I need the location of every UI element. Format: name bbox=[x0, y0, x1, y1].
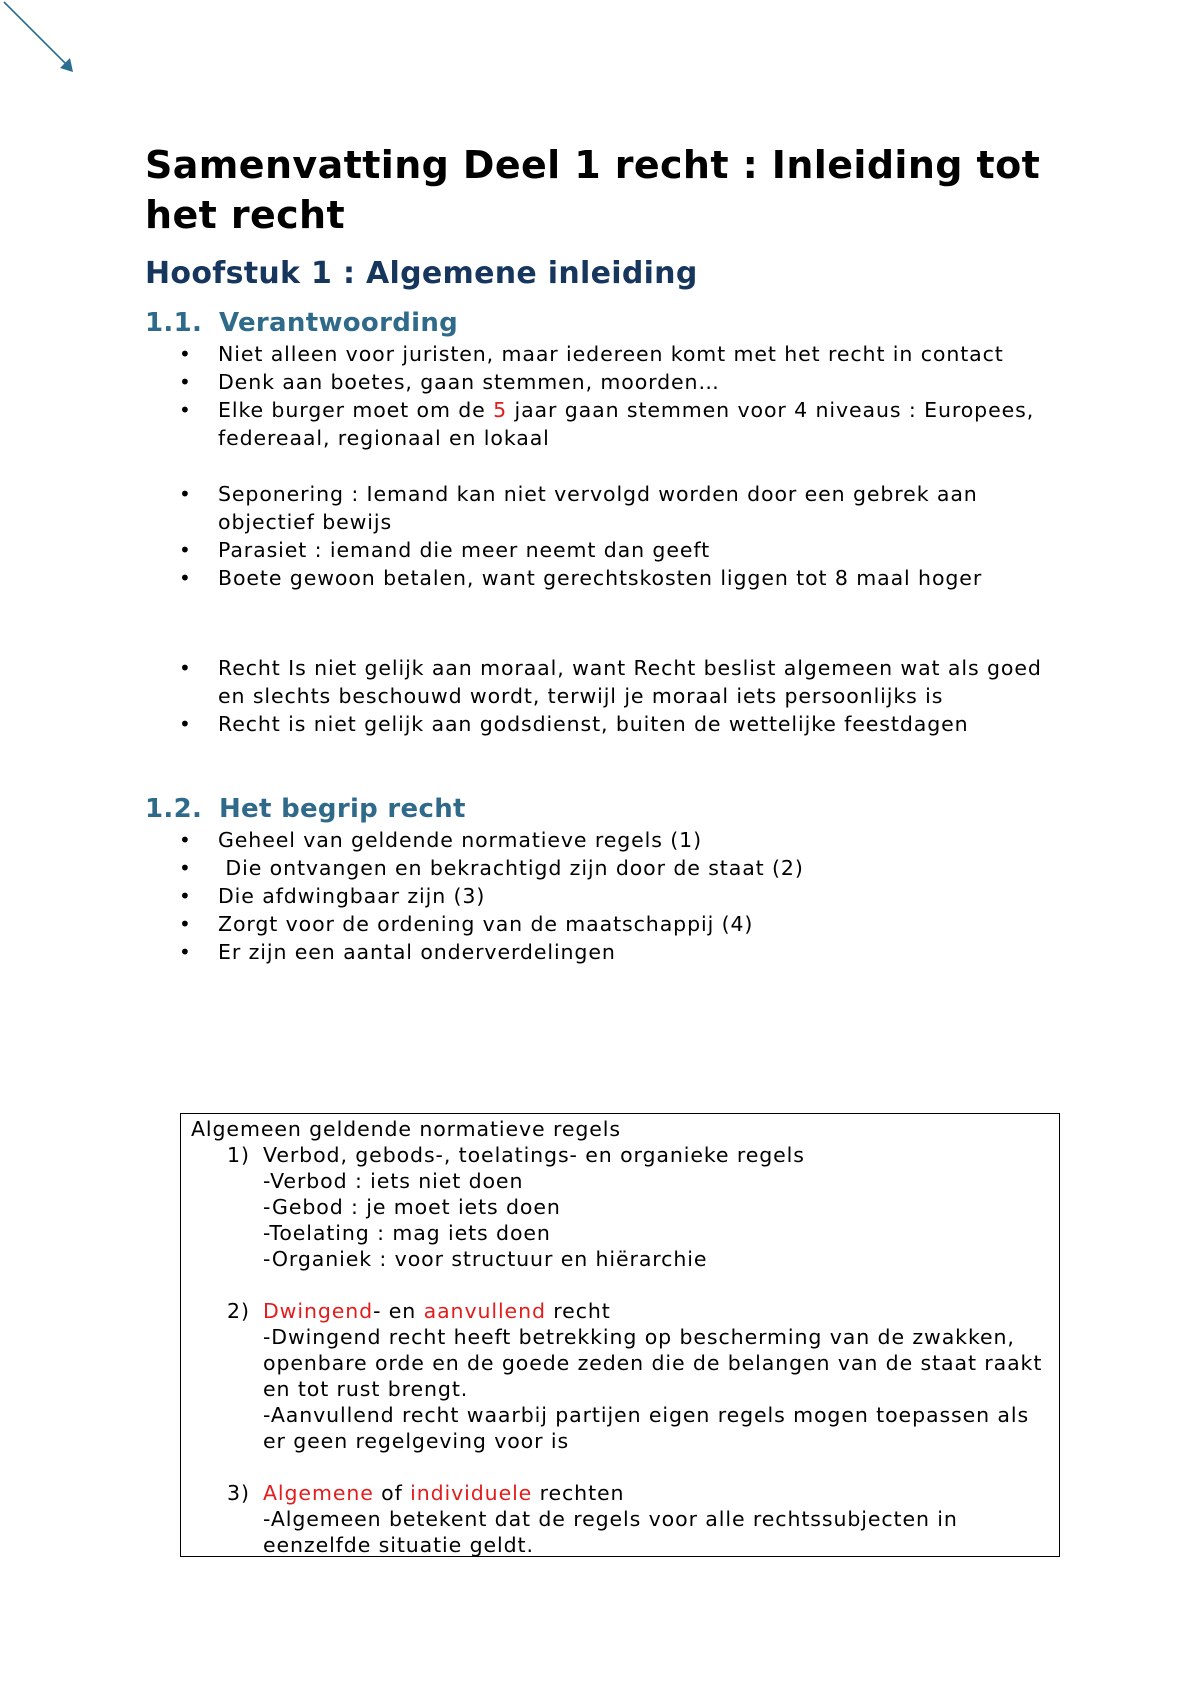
box-title: Algemeen geldende normatieve regels bbox=[191, 1117, 621, 1141]
section-number: 1.1. bbox=[145, 308, 203, 338]
box-item-3: 3) Algemene of individuele rechten bbox=[227, 1481, 625, 1505]
bullet-list-verantwoording bbox=[145, 340, 1075, 452]
box-item-1: 1) Verbod, gebods-, toelatings- en organieke regels bbox=[227, 1143, 805, 1167]
bullet-list-definitions bbox=[145, 480, 1075, 592]
box-line: -Dwingend recht heeft betrekking op bescherming van de zwakken, openbare orde en de goede zeden die de belangen van de staat raakt en tot rust brengt. bbox=[263, 1325, 1043, 1401]
box-line: -Gebod : je moet iets doen bbox=[263, 1195, 561, 1219]
list-item: • Seponering : Iemand kan niet vervolgd worden door een gebrek aan objectief bewijs bbox=[145, 480, 1075, 536]
highlighted-number: 5 bbox=[493, 398, 508, 422]
chapter-heading: Hoofstuk 1 : Algemene inleiding bbox=[145, 256, 698, 291]
section-title: Het begrip recht bbox=[219, 794, 466, 824]
list-item: • Zorgt voor de ordening van de maatschappij (4) bbox=[145, 910, 1075, 938]
section-title: Verantwoording bbox=[219, 308, 459, 338]
list-item: • Boete gewoon betalen, want gerechtskosten liggen tot 8 maal hoger bbox=[145, 564, 1075, 592]
section-heading-2 bbox=[145, 792, 1075, 826]
list-item: • Parasiet : iemand die meer neemt dan geeft bbox=[145, 536, 1075, 564]
list-item: • Er zijn een aantal onderverdelingen bbox=[145, 938, 1075, 966]
list-item: • Elke burger moet om de 5 jaar gaan stemmen voor 4 niveaus : Europees, federeaal, regionaal en lokaal bbox=[145, 396, 1075, 452]
list-item: • Die afdwingbaar zijn (3) bbox=[145, 882, 1075, 910]
document-title: Samenvatting Deel 1 recht : Inleiding tot het recht bbox=[145, 143, 1041, 237]
list-item: • Recht Is niet gelijk aan moraal, want Recht beslist algemeen wat als goed en slechts beschouwd wordt, terwijl je moraal iets persoonlijks is bbox=[145, 654, 1075, 710]
box-item-2: 2) Dwingend- en aanvullend recht bbox=[227, 1299, 611, 1323]
info-box bbox=[180, 1113, 1060, 1557]
corner-arrow-icon bbox=[0, 0, 90, 90]
list-item: • Denk aan boetes, gaan stemmen, moorden… bbox=[145, 368, 1075, 396]
section-heading-1 bbox=[145, 306, 1075, 340]
list-item: • Niet alleen voor juristen, maar iedereen komt met het recht in contact bbox=[145, 340, 1075, 368]
box-line: -Toelating : mag iets doen bbox=[263, 1221, 551, 1245]
box-line: -Organiek : voor structuur en hiërarchie bbox=[263, 1247, 708, 1271]
list-item: • Geheel van geldende normatieve regels (1) bbox=[145, 826, 1075, 854]
list-item: • Die ontvangen en bekrachtigd zijn door de staat (2) bbox=[145, 854, 1075, 882]
box-line: -Aanvullend recht waarbij partijen eigen regels mogen toepassen als er geen regelgeving voor is bbox=[263, 1403, 1030, 1453]
list-item: • Recht is niet gelijk aan godsdienst, buiten de wettelijke feestdagen bbox=[145, 710, 1075, 738]
box-line: -Verbod : iets niet doen bbox=[263, 1169, 524, 1193]
bullet-list-begrip-recht bbox=[145, 826, 1075, 966]
bullet-list-recht-vergelijking bbox=[145, 654, 1075, 738]
document-page bbox=[145, 140, 1075, 966]
section-number: 1.2. bbox=[145, 794, 203, 824]
box-line: -Algemeen betekent dat de regels voor alle rechtssubjecten in eenzelfde situatie geldt. bbox=[263, 1507, 958, 1557]
